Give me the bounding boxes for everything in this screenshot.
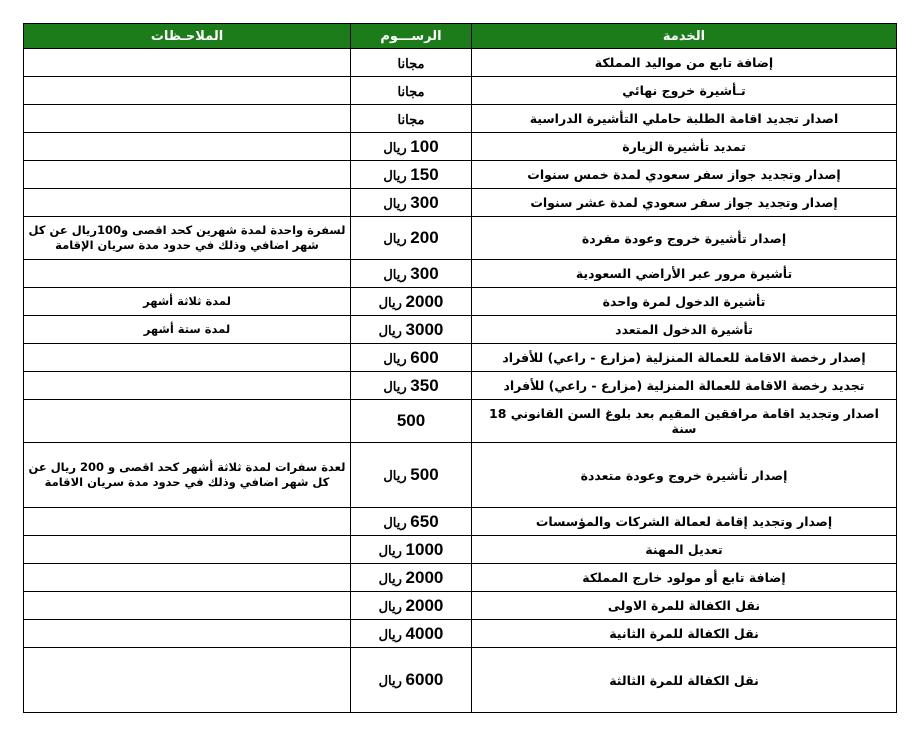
fee-unit: ريال xyxy=(383,468,407,483)
service-cell: تمديد تأشيرة الزيارة xyxy=(472,133,897,161)
table-row xyxy=(24,620,897,648)
service-cell: تأشيرة مرور عبر الأراضي السعودية xyxy=(472,260,897,288)
fee-amount: 2000 xyxy=(405,567,444,587)
note-cell: لمدة ثلاثة أشهر xyxy=(24,288,351,316)
fee-amount: 500 xyxy=(410,465,439,484)
fee-unit: مجانا xyxy=(397,111,425,127)
header-row xyxy=(24,24,897,49)
note-cell: لسفرة واحدة لمدة شهرين كحد اقصى و100ريال عن كل شهر اضافي وذلك في حدود مدة سريان الإقامة xyxy=(24,217,351,260)
note-cell xyxy=(24,260,351,288)
note-cell xyxy=(24,592,351,620)
table-row xyxy=(24,400,897,443)
service-cell: تجديد رخصة الاقامة للعمالة المنزلية (مزارع - راعي) للأفراد xyxy=(472,372,897,400)
fee-cell xyxy=(351,260,472,288)
fee-unit: ريال xyxy=(383,167,407,183)
fee-amount: 2000 xyxy=(405,595,444,615)
fee-unit: ريال xyxy=(378,542,402,558)
fee-unit: ريال xyxy=(378,626,402,642)
service-cell: اصدار تجديد اقامة الطلبة حاملي التأشيرة الدراسية xyxy=(472,105,897,133)
fee-cell xyxy=(351,648,472,713)
note-cell xyxy=(24,161,351,189)
service-cell: نقل الكفالة للمرة الثالثة xyxy=(472,648,897,713)
service-cell: تعديل المهنة xyxy=(472,536,897,564)
fee-unit: ريال xyxy=(383,231,407,246)
note-cell xyxy=(24,400,351,443)
service-cell: نقل الكفالة للمرة الثانية xyxy=(472,620,897,648)
fee-amount: 2000 xyxy=(405,291,444,311)
fee-cell xyxy=(351,592,472,620)
fee-cell xyxy=(351,620,472,648)
fee-amount: 300 xyxy=(410,263,439,283)
fee-amount: 200 xyxy=(410,228,439,247)
fee-cell xyxy=(351,344,472,372)
fees-table-container xyxy=(23,23,896,713)
table-row xyxy=(24,592,897,620)
table-row xyxy=(24,161,897,189)
fee-amount: 100 xyxy=(410,136,439,156)
fee-unit: ريال xyxy=(378,294,402,310)
fee-unit: مجانا xyxy=(397,83,425,99)
service-cell: إصدار وتجديد جواز سفر سعودي لمدة خمس سنوات xyxy=(472,161,897,189)
note-cell xyxy=(24,648,351,713)
service-cell: تأشيرة الدخول المتعدد xyxy=(472,316,897,344)
note-cell: لمدة ستة أشهر xyxy=(24,316,351,344)
fee-cell xyxy=(351,400,472,443)
fee-cell xyxy=(351,77,472,105)
table-row xyxy=(24,288,897,316)
fee-cell xyxy=(351,316,472,344)
service-cell: إضافة تابع من مواليد المملكة xyxy=(472,49,897,77)
table-row xyxy=(24,260,897,288)
note-cell xyxy=(24,344,351,372)
fees-table xyxy=(23,23,897,713)
fee-unit: ريال xyxy=(378,570,402,586)
table-row xyxy=(24,217,897,260)
fee-cell xyxy=(351,161,472,189)
table-row xyxy=(24,105,897,133)
service-cell: نقل الكفالة للمرة الاولى xyxy=(472,592,897,620)
service-cell: إصدار تأشيرة خروج وعودة مفردة xyxy=(472,217,897,260)
fee-unit: ريال xyxy=(378,598,402,614)
table-row xyxy=(24,189,897,217)
fee-cell xyxy=(351,536,472,564)
service-cell: إصدار رخصة الاقامة للعمالة المنزلية (مزارع - راعي) للأفراد xyxy=(472,344,897,372)
table-row xyxy=(24,372,897,400)
fee-unit: ريال xyxy=(383,195,407,211)
note-cell xyxy=(24,105,351,133)
note-cell xyxy=(24,133,351,161)
fee-cell xyxy=(351,105,472,133)
fee-unit: ريال xyxy=(383,514,407,530)
fee-unit: مجانا xyxy=(397,55,425,71)
fee-amount: 6000 xyxy=(405,670,444,689)
header-notes: الملاحـظات xyxy=(24,24,351,49)
note-cell xyxy=(24,620,351,648)
fee-amount: 150 xyxy=(410,164,439,184)
fee-amount: 3000 xyxy=(405,319,444,339)
fee-cell xyxy=(351,564,472,592)
fee-amount: 650 xyxy=(410,511,439,531)
table-row xyxy=(24,536,897,564)
note-cell xyxy=(24,77,351,105)
note-cell xyxy=(24,564,351,592)
service-cell: تـأشيرة خروج نهائي xyxy=(472,77,897,105)
fee-amount: 4000 xyxy=(405,623,444,643)
header-service: الخدمة xyxy=(472,24,897,49)
header-fees: الرســـوم xyxy=(351,24,472,49)
table-row xyxy=(24,316,897,344)
note-cell xyxy=(24,49,351,77)
fee-cell xyxy=(351,372,472,400)
fee-unit: ريال xyxy=(378,322,402,338)
fee-cell xyxy=(351,133,472,161)
fee-unit: ريال xyxy=(383,139,407,155)
fee-unit: ريال xyxy=(383,350,407,366)
table-row xyxy=(24,133,897,161)
fee-amount: 350 xyxy=(410,375,439,395)
service-cell: إصدار وتجديد جواز سفر سعودي لمدة عشر سنوات xyxy=(472,189,897,217)
fee-amount: 300 xyxy=(410,192,439,212)
fee-amount: 500 xyxy=(396,411,426,430)
note-cell xyxy=(24,189,351,217)
service-cell: إصدار وتجديد إقامة لعمالة الشركات والمؤسسات xyxy=(472,508,897,536)
table-row xyxy=(24,344,897,372)
fee-cell xyxy=(351,443,472,508)
table-row xyxy=(24,49,897,77)
note-cell: لعدة سفرات لمدة ثلاثة أشهر كحد اقصى و 200 ريال عن كل شهر اضافي وذلك في حدود مدة سريان الاقامة xyxy=(24,443,351,508)
service-cell: اصدار وتجديد اقامة مرافقين المقيم بعد بلوغ السن القانوني 18 سنة xyxy=(472,400,897,443)
note-cell xyxy=(24,372,351,400)
fee-unit: ريال xyxy=(378,673,402,688)
fee-cell xyxy=(351,508,472,536)
fee-cell xyxy=(351,288,472,316)
service-cell: إصدار تأشيرة خروج وعودة متعددة xyxy=(472,443,897,508)
table-row xyxy=(24,77,897,105)
fee-amount: 1000 xyxy=(405,539,444,559)
note-cell xyxy=(24,508,351,536)
note-cell xyxy=(24,536,351,564)
table-row xyxy=(24,443,897,508)
fee-amount: 600 xyxy=(410,347,439,367)
fee-cell xyxy=(351,49,472,77)
fee-cell xyxy=(351,217,472,260)
service-cell: تأشيرة الدخول لمرة واحدة xyxy=(472,288,897,316)
service-cell: إضافة تابع أو مولود خارج المملكة xyxy=(472,564,897,592)
table-row xyxy=(24,508,897,536)
fee-unit: ريال xyxy=(383,378,407,394)
table-row xyxy=(24,564,897,592)
fee-cell xyxy=(351,189,472,217)
fee-unit: ريال xyxy=(383,266,407,282)
table-row xyxy=(24,648,897,713)
